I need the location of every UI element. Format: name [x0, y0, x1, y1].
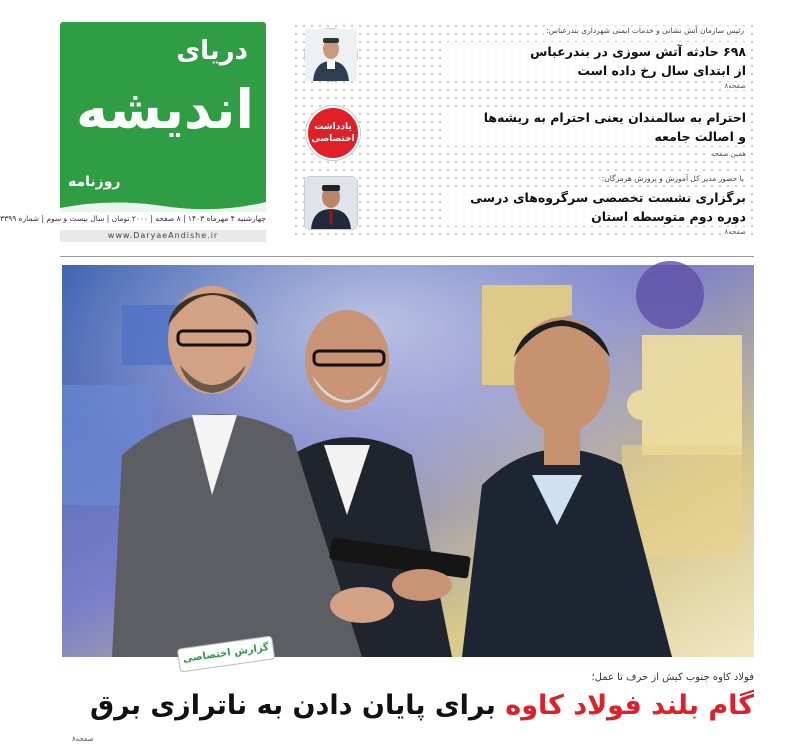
main-story-kicker: فولاد کاوه جنوب کیش از حرف تا عمل؛ — [591, 672, 754, 683]
teaser-item[interactable] — [292, 22, 756, 92]
main-story-headline[interactable] — [90, 690, 754, 721]
teaser-page-ref: صفحه۸ — [724, 228, 746, 236]
teaser-kicker: با حضور مدیر کل آموزش و پرورش هرمزگان: — [601, 174, 744, 183]
three-men-signing-agreement-photo — [62, 265, 754, 657]
main-headline-red-part: گام بلند فولاد کاوه — [505, 690, 754, 721]
main-headline-black-part: برای پایان دادن به ناترازی برق — [89, 690, 496, 721]
masthead-logo — [60, 22, 266, 212]
teaser-headline[interactable] — [446, 108, 746, 146]
teaser-panel — [292, 22, 756, 238]
exclusive-report-tag: گزارش اختصاصی — [177, 635, 275, 672]
teaser-headline-line: برگزاری نشست تخصصی سرگروه‌های درسی — [470, 190, 746, 205]
teaser-headline-line: ۶۹۸ حادثه آتش سوزی در بندرعباس — [530, 44, 746, 59]
education-director-portrait-icon — [304, 176, 358, 230]
teaser-headline[interactable] — [446, 42, 746, 80]
issue-date-line: چهارشنبه ۴ مهرماه ۱۴۰۳ | ۸ صفحه | ۲۰۰۰ تومان | سال بیست و سوم | شماره ۳۳۹۹ — [0, 214, 266, 223]
teaser-headline[interactable] — [446, 188, 746, 226]
masthead-title: اندیشه — [76, 78, 254, 141]
masthead-wave-icon — [60, 198, 266, 212]
teaser-headline-line: از ابتدای سال رخ داده است — [577, 63, 746, 78]
teaser-page-ref: صفحه۸ — [724, 82, 746, 90]
teaser-item[interactable] — [292, 98, 756, 162]
main-story-page-ref: صفحه۸ — [72, 735, 94, 743]
section-divider — [60, 256, 754, 257]
teaser-page-ref: همین صفحه — [710, 150, 746, 158]
lead-photo[interactable] — [62, 265, 754, 657]
badge-line: اختصاصی — [311, 134, 355, 144]
teaser-headline-line: و اصالت جامعه — [654, 129, 746, 144]
firefighter-portrait-icon — [304, 28, 358, 82]
masthead-top-word: دریای — [176, 36, 248, 66]
masthead-type: روزنامه — [68, 174, 121, 190]
site-url[interactable]: www.DaryaeAndishe.ir — [60, 230, 266, 242]
teaser-headline-line: دوره دوم متوسطه استان — [591, 209, 746, 224]
teaser-item[interactable] — [292, 170, 756, 238]
badge-line: یادداشت — [314, 122, 352, 132]
exclusive-note-badge — [306, 106, 360, 160]
teaser-headline-line: احترام به سالمندان یعنی احترام به ریشه‌ها — [483, 110, 746, 125]
teaser-kicker: رئیس سازمان آتش نشانی و خدمات ایمنی شهرداری بندرعباس: — [546, 26, 744, 35]
